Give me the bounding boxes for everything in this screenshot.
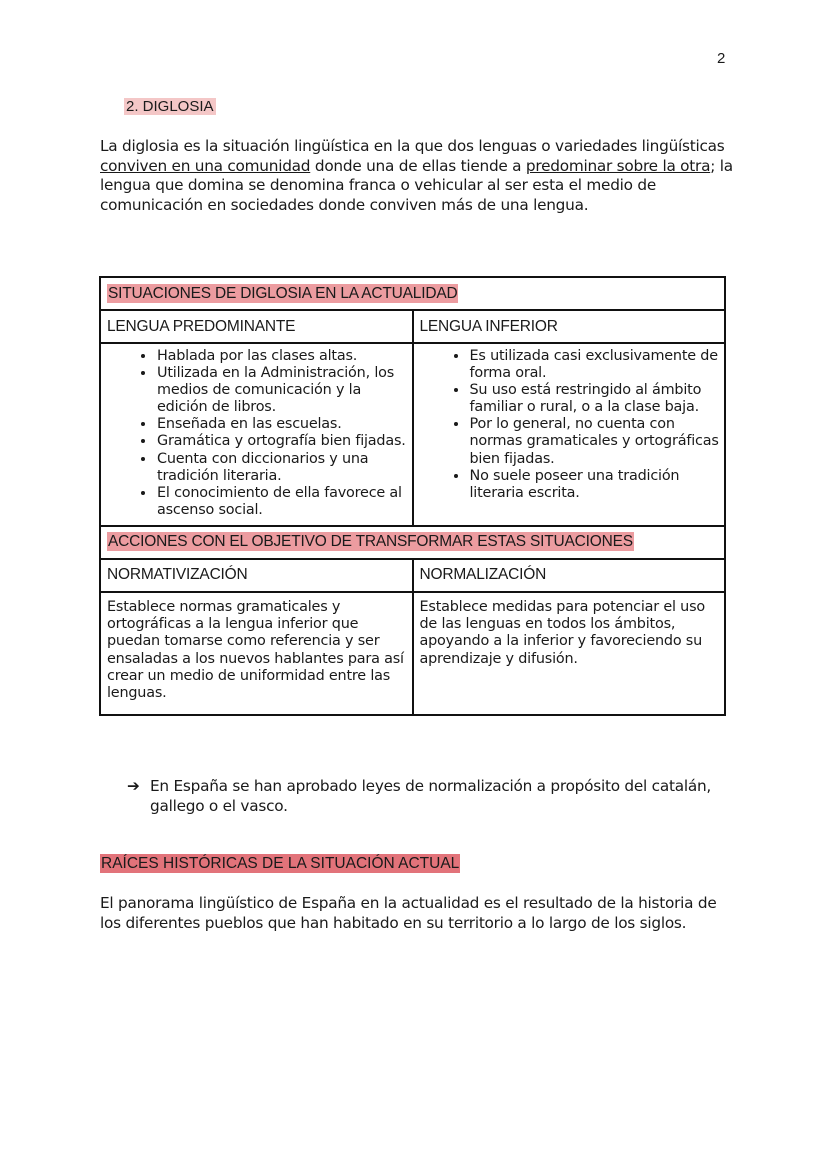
- list-item: • El conocimiento de ella favorece al ascenso social.: [156, 485, 408, 519]
- actions-title: ACCIONES CON EL OBJETIVO DE TRANSFORMAR ESTAS SITUACIONES: [108, 533, 633, 551]
- col-header-predominante: LENGUA PREDOMINANTE: [100, 310, 413, 343]
- normativizacion-cell: Establece normas gramaticales y ortográficas a la lengua inferior que puedan tomarse como referencia y ser ensaladas a los nuevos hablantes para así crear un medio de uniformidad entre las lenguas.: [100, 592, 413, 715]
- list-item: • Utilizada en la Administración, los medios de comunicación y la edición de libros.: [156, 365, 408, 416]
- list-item: • Gramática y ortografía bien fijadas.: [156, 433, 408, 450]
- situations-title-cell: [100, 277, 725, 310]
- situations-title: SITUACIONES DE DIGLOSIA EN LA ACTUALIDAD: [108, 284, 458, 302]
- list-item: • No suele poseer una tradición literaria escrita.: [469, 468, 721, 502]
- inferior-cell: [413, 343, 726, 526]
- predominante-list: [105, 348, 408, 519]
- roots-heading-text: RAÍCES HISTÓRICAS DE LA SITUACIÓN ACTUAL: [101, 855, 460, 872]
- predominante-cell: [100, 343, 413, 526]
- actions-title-cell: [100, 526, 725, 559]
- arrow-note: [127, 777, 727, 816]
- list-item: • Cuenta con diccionarios y una tradición literaria.: [156, 451, 408, 485]
- roots-heading: [100, 855, 460, 873]
- col-header-normativizacion: NORMATIVIZACIÓN: [100, 559, 413, 592]
- section-heading-text: 2. DIGLOSIA: [126, 98, 214, 115]
- col-header-inferior: LENGUA INFERIOR: [413, 310, 726, 343]
- list-item: • Su uso está restringido al ámbito familiar o rural, o a la clase baja.: [469, 382, 721, 416]
- list-item: • Enseñada en las escuelas.: [156, 416, 408, 433]
- list-item: • Hablada por las clases altas.: [156, 348, 408, 365]
- underlined-phrase: conviven en una comunidad: [100, 156, 311, 175]
- arrow-right-icon: ➔: [127, 777, 140, 795]
- intro-text: La diglosia es la situación lingüística en la que dos lenguas o variedades lingüísticas: [100, 137, 725, 155]
- list-item: • Por lo general, no cuenta con normas gramaticales y ortográficas bien fijadas.: [469, 416, 721, 467]
- list-item: • Es utilizada casi exclusivamente de forma oral.: [469, 348, 721, 382]
- col-header-normalizacion: NORMALIZACIÓN: [413, 559, 726, 592]
- inferior-list: [418, 348, 721, 502]
- normalizacion-cell: Establece medidas para potenciar el uso de las lenguas en todos los ámbitos, apoyando a la inferior y favoreciendo su aprendizaje y difusión.: [413, 592, 726, 715]
- page-number: 2: [717, 50, 726, 67]
- intro-paragraph: [100, 137, 740, 215]
- section-heading: [124, 98, 216, 115]
- diglosia-table: [99, 276, 726, 716]
- intro-text: ; la lengua que domina se denomina franca o vehicular al ser esta el medio de comunicación en sociedades donde conviven más de una lengua.: [100, 156, 733, 214]
- roots-paragraph: El panorama lingüístico de España en la actualidad es el resultado de la historia de los diferentes pueblos que han habitado en su territorio a lo largo de los siglos.: [100, 894, 717, 932]
- note-text: En España se han aprobado leyes de normalización a propósito del catalán, gallego o el vasco.: [150, 777, 712, 815]
- underlined-phrase: predominar sobre la otra: [525, 156, 711, 175]
- intro-text: donde una de ellas tiende a: [310, 156, 526, 175]
